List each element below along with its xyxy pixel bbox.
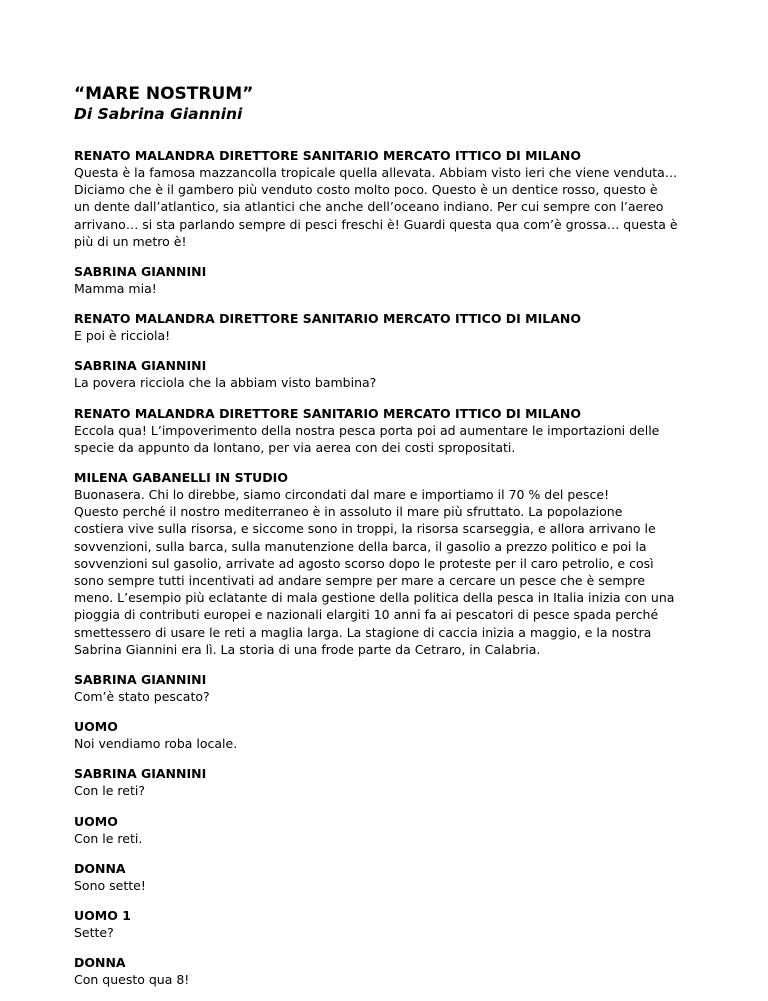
- speaker-name: UOMO: [74, 719, 118, 735]
- speech-line: Questo perché il nostro mediterraneo è in assoluto il mare più sfruttato. La popolazione: [74, 504, 623, 520]
- transcript-block: [74, 405, 714, 456]
- speech-text: [74, 830, 714, 847]
- speaker-name: DONNA: [74, 955, 126, 971]
- speech-line: E poi è ricciola!: [74, 328, 171, 344]
- speaker-name: SABRINA GIANNINI: [74, 358, 207, 374]
- speaker-name: RENATO MALANDRA DIRETTORE SANITARIO MERCATO ITTICO DI MILANO: [74, 311, 581, 327]
- speaker-name: UOMO 1: [74, 908, 131, 924]
- document-page: [74, 84, 714, 1001]
- speech-text: [74, 280, 714, 297]
- transcript: [74, 147, 714, 988]
- transcript-block: [74, 671, 714, 705]
- speaker-name: MILENA GABANELLI IN STUDIO: [74, 470, 288, 486]
- speaker-name: SABRINA GIANNINI: [74, 766, 207, 782]
- speech-line: costiera vive sulla risorsa, e siccome sono in troppi, la risorsa scarseggia, e allora arrivano le: [74, 521, 656, 537]
- speech-text: [74, 782, 714, 799]
- speech-line: Sono sette!: [74, 877, 146, 893]
- speech-text: [74, 735, 714, 752]
- speech-line: sono sempre tutti incentivati ad andare sempre per mare a cercare un pesce che è sempre: [74, 573, 646, 589]
- speech-line: Con le reti.: [74, 830, 143, 846]
- speech-text: [74, 688, 714, 705]
- document-title: “MARE NOSTRUM”: [74, 84, 254, 104]
- speech-text: [74, 422, 714, 456]
- speech-line: più di un metro è!: [74, 233, 187, 249]
- transcript-block: [74, 765, 714, 799]
- transcript-block: [74, 954, 714, 988]
- speech-line: sovvenzioni sul gasolio, arrivate ad agosto scorso dopo le proteste per il caro petrolio, e così: [74, 555, 654, 571]
- speech-line: La povera ricciola che la abbiam visto bambina?: [74, 375, 377, 391]
- speech-line: Mamma mia!: [74, 281, 157, 297]
- transcript-block: [74, 813, 714, 847]
- speech-line: specie da appunto da lontano, per via aerea con dei costi spropositati.: [74, 439, 516, 455]
- speech-line: pioggia di contributi europei e nazionali elargiti 10 anni fa ai pescatori di pesce spada perché: [74, 607, 659, 623]
- speech-text: [74, 924, 714, 941]
- speech-line: Eccola qua! L’impoverimento della nostra pesca porta poi ad aumentare le importazioni delle: [74, 422, 660, 438]
- speaker-name: DONNA: [74, 860, 126, 876]
- speaker-name: SABRINA GIANNINI: [74, 264, 207, 280]
- transcript-block: [74, 469, 714, 658]
- speech-line: Sette?: [74, 925, 114, 941]
- speech-line: Diciamo che è il gambero più venduto costo molto poco. Questo è un dentice rosso, questo è: [74, 182, 658, 198]
- speech-line: meno. L’esempio più eclatante di mala gestione della politica della pesca in Italia inizia con una: [74, 590, 675, 606]
- transcript-block: [74, 147, 714, 250]
- speech-line: Con questo qua 8!: [74, 972, 190, 988]
- speech-text: [74, 877, 714, 894]
- transcript-block: [74, 860, 714, 894]
- transcript-block: [74, 263, 714, 297]
- speech-line: sovvenzioni, sulla barca, sulla manutenzione della barca, il gasolio a prezzo politico e poi la: [74, 538, 647, 554]
- transcript-block: [74, 357, 714, 391]
- speech-text: [74, 327, 714, 344]
- transcript-block: [74, 718, 714, 752]
- speech-text: [74, 971, 714, 988]
- speech-line: un dente dall’atlantico, sia atlantici che anche dell’oceano indiano. Per cui sempre con l’aereo: [74, 199, 664, 215]
- transcript-block: [74, 310, 714, 344]
- speaker-name: SABRINA GIANNINI: [74, 672, 207, 688]
- speech-text: [74, 164, 714, 250]
- speaker-name: RENATO MALANDRA DIRETTORE SANITARIO MERCATO ITTICO DI MILANO: [74, 405, 581, 421]
- speech-line: Questa è la famosa mazzancolla tropicale quella allevata. Abbiam visto ieri che viene venduta…: [74, 165, 678, 180]
- speech-line: Con le reti?: [74, 783, 145, 799]
- speaker-name: RENATO MALANDRA DIRETTORE SANITARIO MERCATO ITTICO DI MILANO: [74, 148, 581, 163]
- speech-line: Sabrina Giannini era lì. La storia di una frode parte da Cetraro, in Calabria.: [74, 641, 541, 657]
- document-subtitle: Di Sabrina Giannini: [74, 105, 243, 123]
- speech-line: Noi vendiamo roba locale.: [74, 736, 238, 752]
- transcript-block: [74, 907, 714, 941]
- speech-line: Com’è stato pescato?: [74, 689, 210, 705]
- speech-line: arrivano… si sta parlando sempre di pesci freschi è! Guardi questa qua com’è grossa… questa è: [74, 216, 678, 232]
- speech-text: [74, 486, 714, 658]
- speech-text: [74, 374, 714, 391]
- speech-line: Buonasera. Chi lo direbbe, siamo circondati dal mare e importiamo il 70 % del pesce!: [74, 487, 610, 503]
- speech-line: smettessero di usare le reti a maglia larga. La stagione di caccia inizia a maggio, e la nostra: [74, 624, 652, 640]
- speaker-name: UOMO: [74, 813, 118, 829]
